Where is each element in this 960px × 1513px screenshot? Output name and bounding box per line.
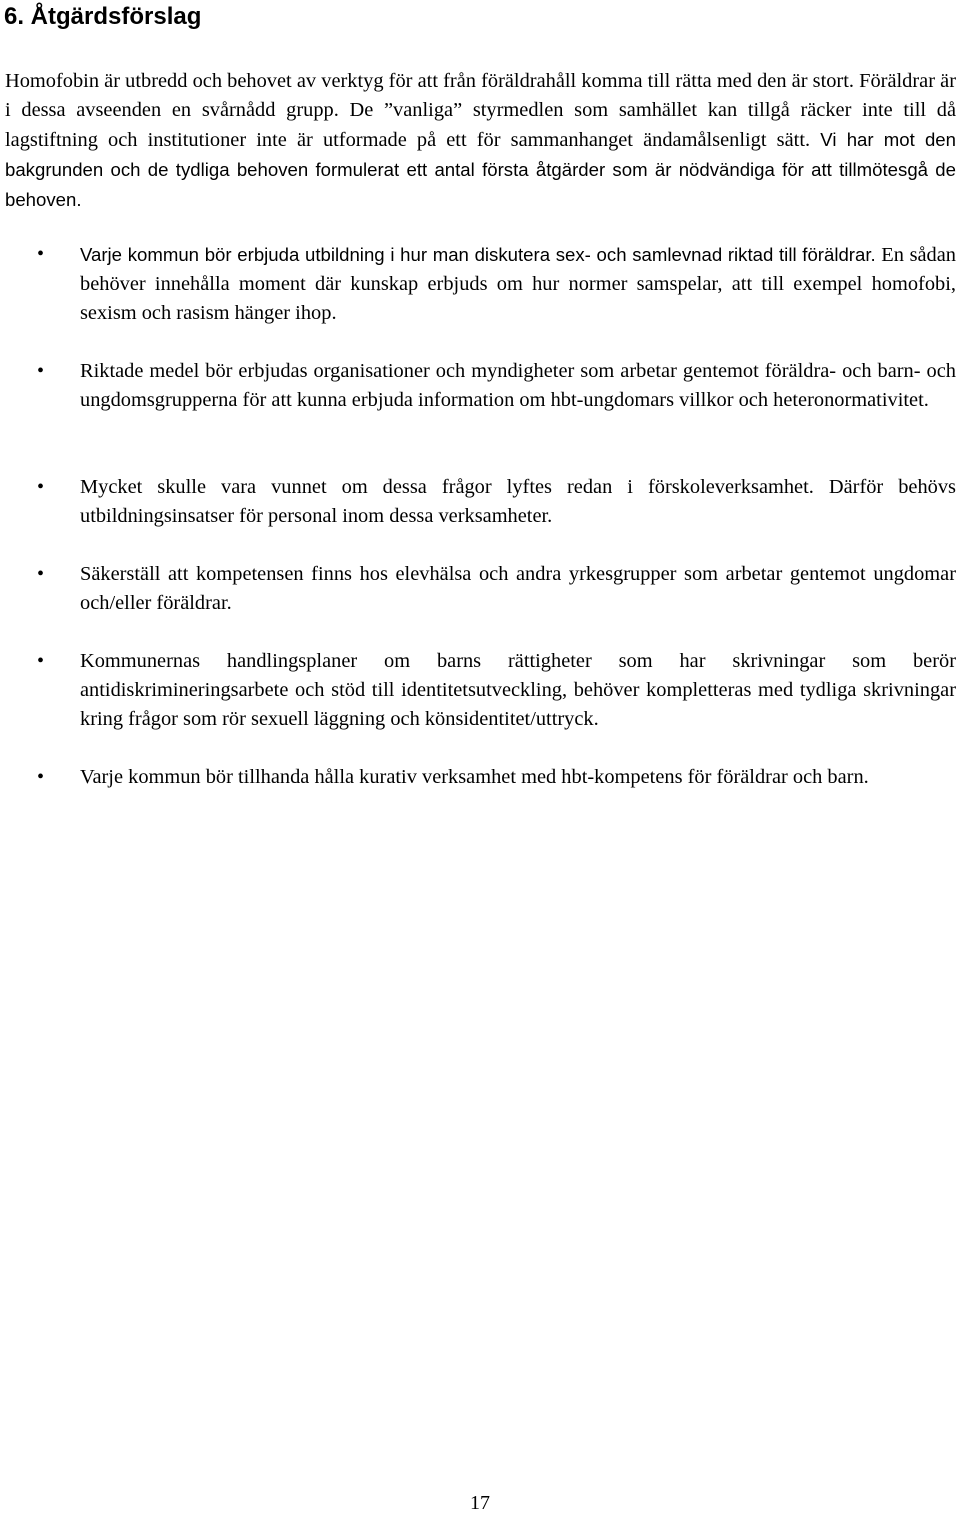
bullet-icon: • <box>37 360 45 382</box>
intro-text-serif: Homofobin är utbredd och behovet av verktyg för att från föräldrahåll komma till rätta med den är stort. Föräldrar är i dessa avseenden en svårnådd grupp. De ”vanliga” styrmedlen som samhället kan tillgå räcker inte till då lagstiftning och institutioner inte är utformade på ett för sammanhanget ändamålsenligt sätt. <box>5 70 956 151</box>
intro-paragraph <box>5 67 956 215</box>
bullet-icon: • <box>37 476 45 498</box>
list-item-text: Kommunernas handlingsplaner om barns rättigheter som har skrivningar som berör antidiskrimineringsarbete och stöd till identitetsutveckling, behöver kompletteras med tydliga skrivningar kring frågor som rör sexuell läggning och könsidentitet/uttryck. <box>80 650 956 730</box>
list-item-text-sans: Varje kommun bör erbjuda utbildning i hur man diskutera sex- och samlevnad riktad till föräldrar. <box>80 244 876 265</box>
bullet-icon: • <box>37 650 45 672</box>
list-item-text: Mycket skulle vara vunnet om dessa frågor lyftes redan i förskoleverksamhet. Därför behövs utbildningsinsatser för personal inom dessa verksamheter. <box>80 476 956 527</box>
list-item-text-serif: En sådan behöver innehålla moment där kunskap erbjuds om hur normer samspelar, att till exempel homofobi, sexism och rasism hänger ihop. <box>80 244 956 324</box>
bullet-icon: • <box>37 766 45 788</box>
bullet-icon: • <box>37 243 45 265</box>
section-heading: 6. Åtgärdsförslag <box>4 3 202 30</box>
list-item-text: Säkerställ att kompetensen finns hos elevhälsa och andra yrkesgrupper som arbetar gentemot ungdomar och/eller föräldrar. <box>80 563 956 614</box>
list-item-text <box>80 240 956 328</box>
bullet-icon: • <box>37 563 45 585</box>
list-item-text: Varje kommun bör tillhanda hålla kurativ verksamhet med hbt-kompetens för föräldrar och barn. <box>80 766 869 788</box>
intro-text-sans: Vi har mot den bakgrunden och de tydliga behoven formulerat ett antal första åtgärder som är nödvändiga för att tillmötesgå de behoven. <box>5 129 956 210</box>
list-item-text: Riktade medel bör erbjudas organisationer och myndigheter som arbetar gentemot föräldra- och barn- och ungdomsgrupperna för att kunna erbjuda information om hbt-ungdomars villkor och heteronormativitet. <box>80 360 956 411</box>
page-number: 17 <box>470 1492 490 1513</box>
